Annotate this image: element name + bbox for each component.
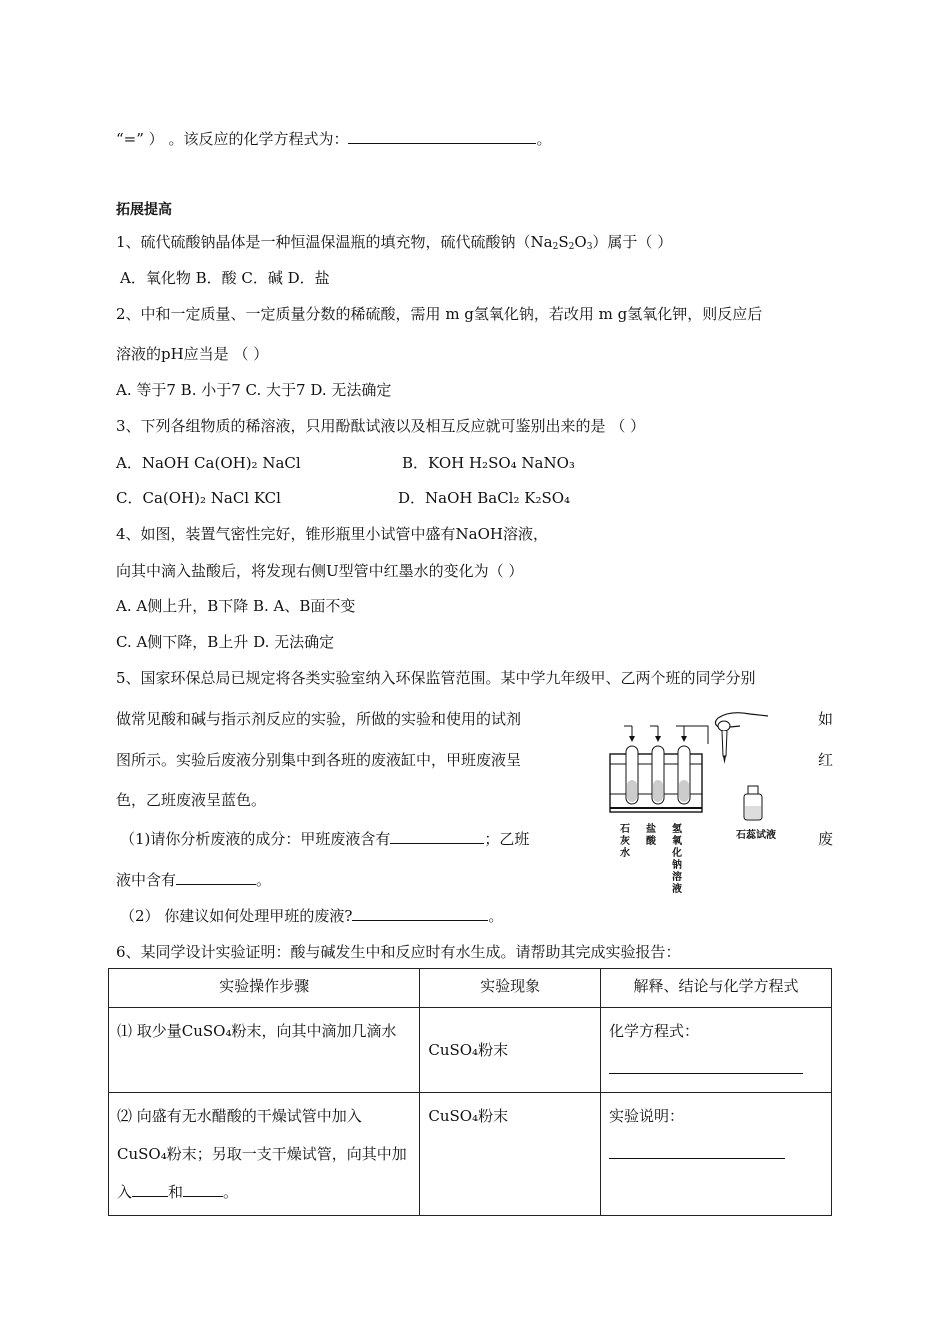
q2-stem-1: 2、中和一定质量、一定质量分数的稀硫酸，需用 m g氢氧化钠，若改用 m g氢氧化钾，则反应后: [116, 305, 763, 323]
q4-options-ab: A. A侧上升，B下降 B. A、B面不变: [116, 597, 356, 615]
test-tube-naoh: [678, 746, 690, 804]
q3-option-a: A．NaOH Ca(OH)₂ NaCl: [116, 454, 301, 472]
top-line-text: “=” ） 。该反应的化学方程式为：: [116, 130, 349, 148]
tube-label-tube3: 化: [672, 848, 682, 859]
q5-sub1-right: 废: [818, 830, 834, 848]
test-tube-limewater: [626, 746, 638, 804]
reagent-blank-2[interactable]: [183, 1182, 223, 1197]
header-explanation: 解释、结论与化学方程式: [601, 969, 832, 1008]
row2-explanation: 实验说明：: [601, 1093, 832, 1216]
tube-label-tube3: 钠: [672, 860, 682, 871]
table-row: [109, 1093, 832, 1216]
q5-stem-3-right: 红: [818, 751, 834, 769]
hand-icon: [718, 713, 768, 718]
q5-stem-4: 色，乙班废液呈蓝色。: [116, 791, 267, 809]
experiment-report-table: [108, 968, 832, 1216]
q2-stem-2: 溶液的pH应当是 （ ）: [116, 345, 269, 363]
table-row: [109, 1008, 832, 1093]
q5-stem-3: 图所示。实验后废液分别集中到各班的废液缸中，甲班废液呈: [116, 751, 522, 769]
top-line-end: 。: [536, 130, 552, 148]
table-header-row: [109, 969, 832, 1008]
litmus-bottle-icon: [744, 786, 762, 820]
answer-blank-yi[interactable]: [176, 870, 256, 885]
q5-sub2: （2） 你建议如何处理甲班的废液? 。: [120, 907, 504, 925]
lab-figure: [600, 708, 800, 903]
q6-stem: 6、某同学设计实验证明：酸与碱发生中和反应时有水生成。请帮助其完成实验报告：: [116, 943, 681, 961]
q4-stem-1: 4、如图，装置气密性完好，锥形瓶里小试管中盛有NaOH溶液，: [116, 525, 548, 543]
explanation-blank[interactable]: [609, 1144, 785, 1159]
q5-stem-2-right: 如: [818, 710, 834, 728]
equation-blank[interactable]: [609, 1059, 803, 1074]
q5-stem-2: 做常见酸和碱与指示剂反应的实验，所做的实验和使用的试剂: [116, 710, 522, 728]
row1-phenomenon: CuSO₄粉末: [420, 1008, 601, 1093]
q3-option-d: D．NaOH BaCl₂ K₂SO₄: [398, 489, 571, 507]
answer-blank[interactable]: [348, 129, 536, 144]
row1-step: ⑴ 取少量CuSO₄粉末，向其中滴加几滴水: [109, 1008, 420, 1093]
tube-label-tube1: 水: [620, 848, 630, 859]
q3-stem: 3、下列各组物质的稀溶液，只用酚酞试液以及相互反应就可鉴别出来的是 （ ）: [116, 417, 646, 435]
q5-sub1: （1)请你分析废液的成分：甲班废液含有 ；乙班: [120, 830, 530, 848]
tube-label-tube2: 盐: [646, 824, 656, 835]
tube-label-tube1: 灰: [620, 836, 630, 847]
header-phenomenon: 实验现象: [420, 969, 601, 1008]
row1-explanation: 化学方程式：: [601, 1008, 832, 1093]
q1-options: A．氧化物 B．酸 C．碱 D．盐: [120, 269, 330, 287]
tube-label-tube3: 液: [672, 884, 682, 895]
tube-label-tube3: 溶: [672, 872, 682, 883]
q4-options-cd: C. A侧下降，B上升 D. 无法确定: [116, 633, 335, 651]
q3-option-b: B．KOH H₂SO₄ NaNO₃: [402, 454, 575, 472]
header-steps: 实验操作步骤: [109, 969, 420, 1008]
test-tube-acid: [652, 746, 664, 804]
q5-stem-1: 5、国家环保总局已规定将各类实验室纳入环保监管范围。某中学九年级甲、乙两个班的同学分别: [116, 669, 756, 687]
q4-stem-2: 向其中滴入盐酸后，将发现右侧U型管中红墨水的变化为（ ）: [116, 562, 524, 580]
dropper-bulb-icon: [718, 721, 730, 731]
q1-stem: 1、硫代硫酸钠晶体是一种恒温保温瓶的填充物，硫代硫酸钠$(Na_2S_2O_3)$属于（ ）: [116, 233, 673, 252]
answer-blank-jia[interactable]: [390, 829, 484, 844]
section-title: 拓展提高: [116, 202, 172, 218]
q5-sub1-cont: 液中含有 。: [116, 871, 272, 889]
row2-phenomenon: CuSO₄粉末: [420, 1093, 601, 1216]
row2-step: ⑵ 向盛有无水醋酸的干燥试管中加入CuSO₄粉末；另取一支干燥试管，向其中加入 和 。: [109, 1093, 420, 1216]
reagent-blank-1[interactable]: [132, 1182, 168, 1197]
tube-label-tube2: 酸: [646, 836, 656, 847]
tube-label-tube3: 氢: [672, 824, 682, 835]
tube-label-tube3: 氧: [672, 836, 682, 847]
top-line: [116, 129, 551, 149]
tube-label-tube1: 石: [620, 824, 630, 835]
bottle-label: 石蕊试液: [736, 830, 776, 841]
q2-options: A. 等于7 B. 小于7 C. 大于7 D. 无法确定: [116, 381, 392, 399]
answer-blank-treat[interactable]: [352, 906, 488, 921]
q3-option-c: C．Ca(OH)₂ NaCl KCl: [116, 489, 281, 507]
